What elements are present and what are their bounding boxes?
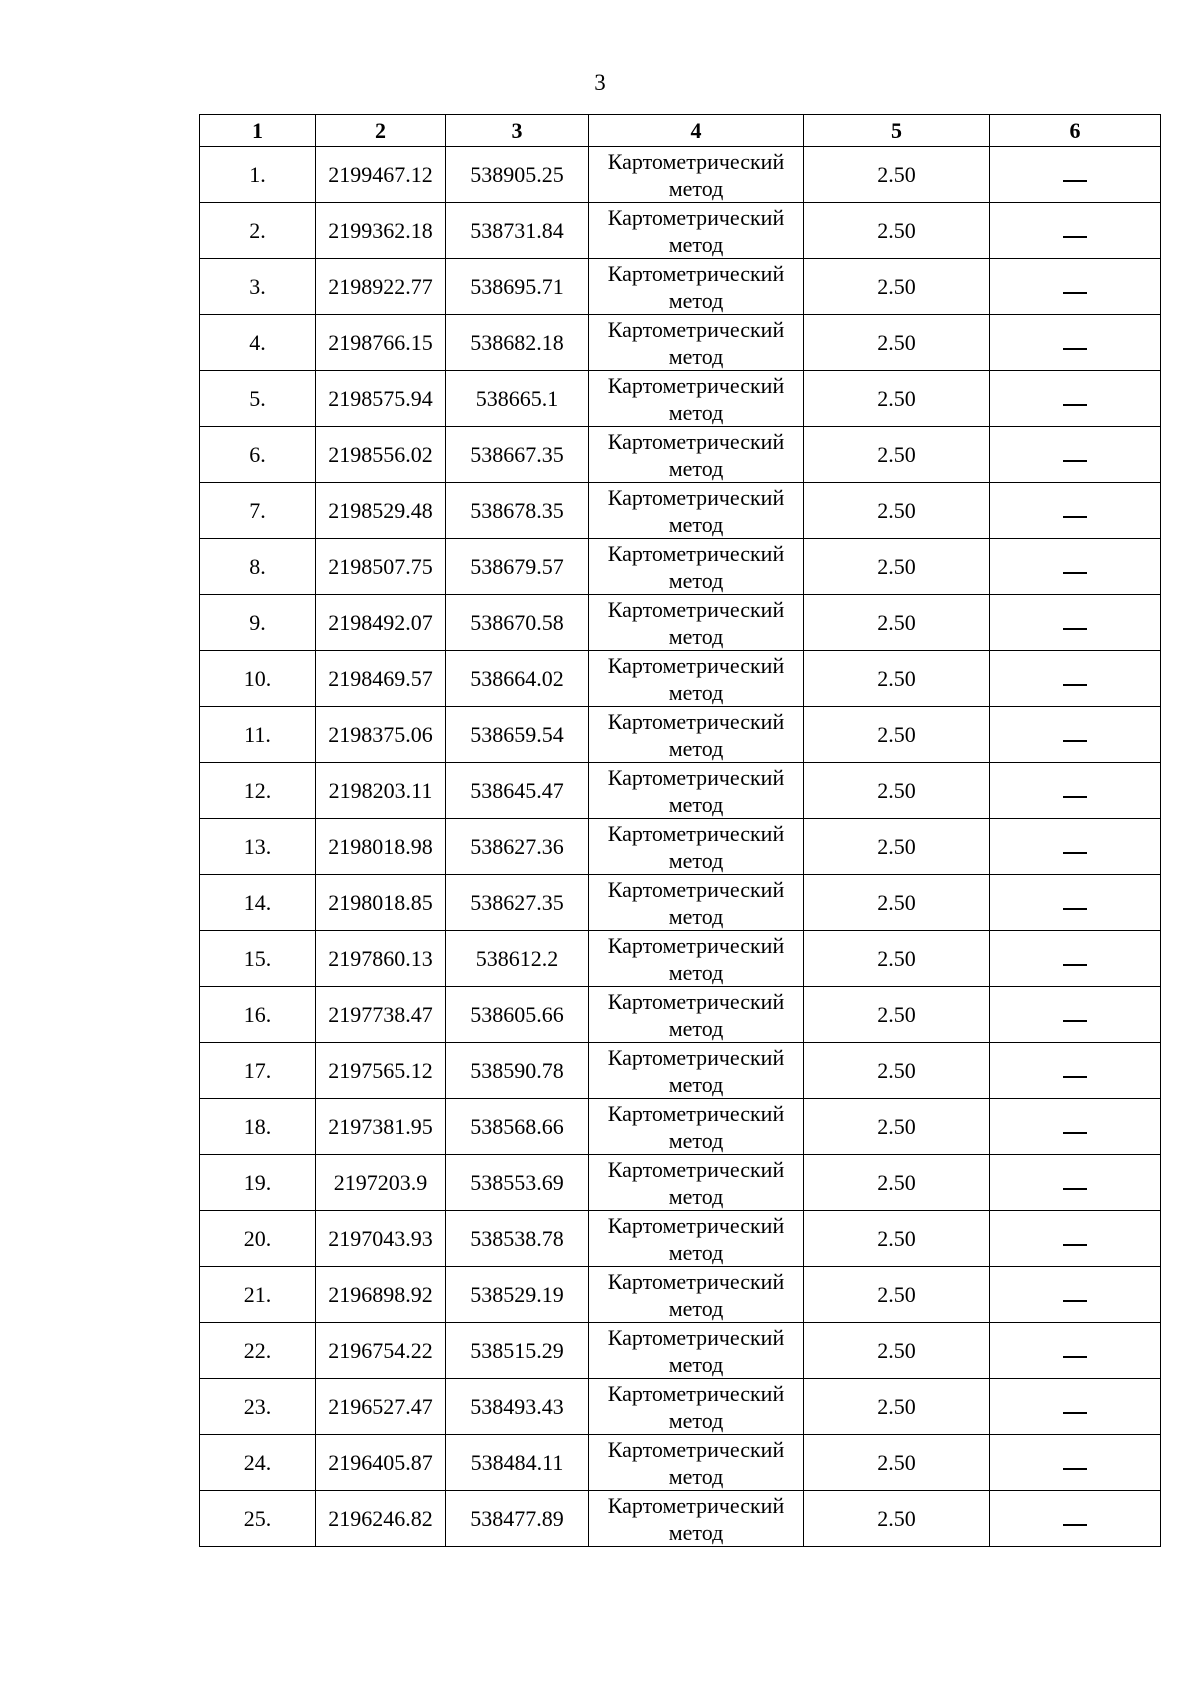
dash-mark xyxy=(1063,1020,1087,1022)
note-cell xyxy=(990,1323,1161,1379)
table-row xyxy=(200,1155,1161,1211)
accuracy-value: 2.50 xyxy=(804,483,990,539)
method-cell xyxy=(589,595,804,651)
point-number: 17. xyxy=(200,1043,316,1099)
method-line-2: метод xyxy=(668,679,724,705)
coordinate-x: 2196898.92 xyxy=(316,1267,446,1323)
coordinate-x: 2196405.87 xyxy=(316,1435,446,1491)
accuracy-value: 2.50 xyxy=(804,1323,990,1379)
point-number: 19. xyxy=(200,1155,316,1211)
method-line-1: Картометрический xyxy=(607,316,785,342)
table-body xyxy=(200,147,1161,1547)
note-cell xyxy=(990,371,1161,427)
note-cell xyxy=(990,1043,1161,1099)
coordinate-y: 538695.71 xyxy=(446,259,589,315)
note-cell xyxy=(990,987,1161,1043)
point-number: 1. xyxy=(200,147,316,203)
method-line-2: метод xyxy=(668,1015,724,1041)
coordinate-x: 2198203.11 xyxy=(316,763,446,819)
coordinate-x: 2198556.02 xyxy=(316,427,446,483)
method-cell xyxy=(589,875,804,931)
point-number: 22. xyxy=(200,1323,316,1379)
method-cell xyxy=(589,483,804,539)
dash-mark xyxy=(1063,1356,1087,1358)
coordinates-table xyxy=(199,114,1161,1547)
method-line-1: Картометрический xyxy=(607,1492,785,1518)
note-cell xyxy=(990,1435,1161,1491)
dash-mark xyxy=(1063,572,1087,574)
coordinate-x: 2198922.77 xyxy=(316,259,446,315)
method-cell xyxy=(589,203,804,259)
point-number: 8. xyxy=(200,539,316,595)
note-cell xyxy=(990,707,1161,763)
method-cell xyxy=(589,1379,804,1435)
note-cell xyxy=(990,483,1161,539)
header-col-1: 1 xyxy=(200,115,316,147)
accuracy-value: 2.50 xyxy=(804,931,990,987)
note-cell xyxy=(990,875,1161,931)
dash-mark xyxy=(1063,740,1087,742)
table-row xyxy=(200,875,1161,931)
accuracy-value: 2.50 xyxy=(804,875,990,931)
method-line-1: Картометрический xyxy=(607,708,785,734)
point-number: 5. xyxy=(200,371,316,427)
coordinate-x: 2197860.13 xyxy=(316,931,446,987)
method-line-2: метод xyxy=(668,959,724,985)
method-cell xyxy=(589,931,804,987)
coordinate-x: 2197738.47 xyxy=(316,987,446,1043)
coordinate-y: 538538.78 xyxy=(446,1211,589,1267)
note-cell xyxy=(990,1267,1161,1323)
accuracy-value: 2.50 xyxy=(804,763,990,819)
point-number: 14. xyxy=(200,875,316,931)
dash-mark xyxy=(1063,1076,1087,1078)
dash-mark xyxy=(1063,796,1087,798)
method-line-1: Картометрический xyxy=(607,1436,785,1462)
method-line-1: Картометрический xyxy=(607,1044,785,1070)
note-cell xyxy=(990,203,1161,259)
table-row xyxy=(200,987,1161,1043)
method-cell xyxy=(589,819,804,875)
coordinate-x: 2197565.12 xyxy=(316,1043,446,1099)
point-number: 15. xyxy=(200,931,316,987)
coordinate-y: 538731.84 xyxy=(446,203,589,259)
accuracy-value: 2.50 xyxy=(804,1435,990,1491)
coordinate-y: 538484.11 xyxy=(446,1435,589,1491)
dash-mark xyxy=(1063,1132,1087,1134)
table-row xyxy=(200,371,1161,427)
table-row xyxy=(200,707,1161,763)
method-cell xyxy=(589,315,804,371)
method-line-2: метод xyxy=(668,231,724,257)
coordinate-x: 2197043.93 xyxy=(316,1211,446,1267)
method-cell xyxy=(589,1435,804,1491)
table-row xyxy=(200,315,1161,371)
point-number: 20. xyxy=(200,1211,316,1267)
accuracy-value: 2.50 xyxy=(804,819,990,875)
table-row xyxy=(200,203,1161,259)
coordinate-x: 2198375.06 xyxy=(316,707,446,763)
point-number: 2. xyxy=(200,203,316,259)
coordinate-x: 2198469.57 xyxy=(316,651,446,707)
method-line-2: метод xyxy=(668,1519,724,1545)
dash-mark xyxy=(1063,404,1087,406)
method-line-1: Картометрический xyxy=(607,1100,785,1126)
method-cell xyxy=(589,539,804,595)
table-row xyxy=(200,1267,1161,1323)
coordinate-x: 2198507.75 xyxy=(316,539,446,595)
point-number: 11. xyxy=(200,707,316,763)
note-cell xyxy=(990,595,1161,651)
table-row xyxy=(200,1323,1161,1379)
note-cell xyxy=(990,147,1161,203)
dash-mark xyxy=(1063,964,1087,966)
method-line-2: метод xyxy=(668,903,724,929)
coordinate-y: 538667.35 xyxy=(446,427,589,483)
dash-mark xyxy=(1063,1468,1087,1470)
method-line-1: Картометрический xyxy=(607,1324,785,1350)
method-line-1: Картометрический xyxy=(607,820,785,846)
method-cell xyxy=(589,427,804,483)
method-cell xyxy=(589,1491,804,1547)
coordinate-x: 2198766.15 xyxy=(316,315,446,371)
note-cell xyxy=(990,1379,1161,1435)
coordinate-y: 538659.54 xyxy=(446,707,589,763)
dash-mark xyxy=(1063,1524,1087,1526)
coordinate-y: 538670.58 xyxy=(446,595,589,651)
method-cell xyxy=(589,147,804,203)
method-cell xyxy=(589,1043,804,1099)
dash-mark xyxy=(1063,684,1087,686)
coordinate-x: 2198575.94 xyxy=(316,371,446,427)
method-line-1: Картометрический xyxy=(607,1380,785,1406)
accuracy-value: 2.50 xyxy=(804,1099,990,1155)
point-number: 25. xyxy=(200,1491,316,1547)
note-cell xyxy=(990,819,1161,875)
accuracy-value: 2.50 xyxy=(804,147,990,203)
coordinate-y: 538664.02 xyxy=(446,651,589,707)
method-line-1: Картометрический xyxy=(607,204,785,230)
table-row xyxy=(200,931,1161,987)
method-line-1: Картометрический xyxy=(607,1268,785,1294)
dash-mark xyxy=(1063,460,1087,462)
coordinate-y: 538605.66 xyxy=(446,987,589,1043)
method-cell xyxy=(589,651,804,707)
method-line-1: Картометрический xyxy=(607,148,785,174)
method-line-1: Картометрический xyxy=(607,988,785,1014)
note-cell xyxy=(990,651,1161,707)
method-line-1: Картометрический xyxy=(607,1156,785,1182)
method-line-2: метод xyxy=(668,1071,724,1097)
point-number: 16. xyxy=(200,987,316,1043)
table-row xyxy=(200,651,1161,707)
method-line-2: метод xyxy=(668,287,724,313)
dash-mark xyxy=(1063,1412,1087,1414)
table-row xyxy=(200,1043,1161,1099)
coordinate-x: 2198018.85 xyxy=(316,875,446,931)
method-line-2: метод xyxy=(668,791,724,817)
method-line-2: метод xyxy=(668,735,724,761)
method-cell xyxy=(589,1099,804,1155)
accuracy-value: 2.50 xyxy=(804,1267,990,1323)
dash-mark xyxy=(1063,236,1087,238)
table-row xyxy=(200,539,1161,595)
coordinate-y: 538515.29 xyxy=(446,1323,589,1379)
note-cell xyxy=(990,427,1161,483)
accuracy-value: 2.50 xyxy=(804,1155,990,1211)
point-number: 9. xyxy=(200,595,316,651)
method-line-2: метод xyxy=(668,1127,724,1153)
note-cell xyxy=(990,1155,1161,1211)
method-line-2: метод xyxy=(668,1407,724,1433)
coordinate-y: 538627.35 xyxy=(446,875,589,931)
method-cell xyxy=(589,1267,804,1323)
method-cell xyxy=(589,987,804,1043)
accuracy-value: 2.50 xyxy=(804,259,990,315)
table-row xyxy=(200,819,1161,875)
accuracy-value: 2.50 xyxy=(804,371,990,427)
note-cell xyxy=(990,259,1161,315)
table-row xyxy=(200,1379,1161,1435)
method-line-2: метод xyxy=(668,175,724,201)
point-number: 6. xyxy=(200,427,316,483)
method-cell xyxy=(589,259,804,315)
method-line-2: метод xyxy=(668,567,724,593)
method-line-2: метод xyxy=(668,399,724,425)
table-row xyxy=(200,259,1161,315)
accuracy-value: 2.50 xyxy=(804,1379,990,1435)
table-row xyxy=(200,147,1161,203)
accuracy-value: 2.50 xyxy=(804,315,990,371)
point-number: 10. xyxy=(200,651,316,707)
method-cell xyxy=(589,1323,804,1379)
coordinate-y: 538682.18 xyxy=(446,315,589,371)
dash-mark xyxy=(1063,348,1087,350)
accuracy-value: 2.50 xyxy=(804,539,990,595)
coordinate-x: 2198018.98 xyxy=(316,819,446,875)
coordinate-y: 538905.25 xyxy=(446,147,589,203)
accuracy-value: 2.50 xyxy=(804,1211,990,1267)
point-number: 3. xyxy=(200,259,316,315)
page-number: 3 xyxy=(594,70,606,95)
coordinate-x: 2197203.9 xyxy=(316,1155,446,1211)
table-row xyxy=(200,595,1161,651)
dash-mark xyxy=(1063,180,1087,182)
note-cell xyxy=(990,315,1161,371)
note-cell xyxy=(990,1491,1161,1547)
method-cell xyxy=(589,1211,804,1267)
point-number: 24. xyxy=(200,1435,316,1491)
note-cell xyxy=(990,763,1161,819)
point-number: 21. xyxy=(200,1267,316,1323)
method-line-1: Картометрический xyxy=(607,1212,785,1238)
dash-mark xyxy=(1063,516,1087,518)
accuracy-value: 2.50 xyxy=(804,595,990,651)
method-cell xyxy=(589,371,804,427)
coordinate-y: 538645.47 xyxy=(446,763,589,819)
point-number: 4. xyxy=(200,315,316,371)
method-line-1: Картометрический xyxy=(607,652,785,678)
method-cell xyxy=(589,763,804,819)
coordinate-y: 538590.78 xyxy=(446,1043,589,1099)
method-line-2: метод xyxy=(668,1295,724,1321)
method-cell xyxy=(589,1155,804,1211)
method-line-1: Картометрический xyxy=(607,260,785,286)
coordinate-y: 538612.2 xyxy=(446,931,589,987)
point-number: 7. xyxy=(200,483,316,539)
accuracy-value: 2.50 xyxy=(804,427,990,483)
coordinate-x: 2199467.12 xyxy=(316,147,446,203)
point-number: 23. xyxy=(200,1379,316,1435)
dash-mark xyxy=(1063,1188,1087,1190)
method-line-2: метод xyxy=(668,1183,724,1209)
table-row xyxy=(200,427,1161,483)
coordinate-x: 2198492.07 xyxy=(316,595,446,651)
header-col-6: 6 xyxy=(990,115,1161,147)
accuracy-value: 2.50 xyxy=(804,1491,990,1547)
method-line-1: Картометрический xyxy=(607,876,785,902)
method-line-2: метод xyxy=(668,511,724,537)
accuracy-value: 2.50 xyxy=(804,707,990,763)
method-line-1: Картометрический xyxy=(607,540,785,566)
coordinate-x: 2196527.47 xyxy=(316,1379,446,1435)
coordinate-x: 2199362.18 xyxy=(316,203,446,259)
dash-mark xyxy=(1063,852,1087,854)
coordinate-x: 2196754.22 xyxy=(316,1323,446,1379)
method-line-1: Картометрический xyxy=(607,428,785,454)
method-line-1: Картометрический xyxy=(607,484,785,510)
table-row xyxy=(200,1435,1161,1491)
note-cell xyxy=(990,1099,1161,1155)
accuracy-value: 2.50 xyxy=(804,987,990,1043)
coordinate-y: 538493.43 xyxy=(446,1379,589,1435)
method-line-2: метод xyxy=(668,623,724,649)
table-row xyxy=(200,1211,1161,1267)
point-number: 18. xyxy=(200,1099,316,1155)
method-line-1: Картометрический xyxy=(607,372,785,398)
header-col-5: 5 xyxy=(804,115,990,147)
coordinate-y: 538665.1 xyxy=(446,371,589,427)
method-line-1: Картометрический xyxy=(607,596,785,622)
note-cell xyxy=(990,1211,1161,1267)
coordinate-x: 2197381.95 xyxy=(316,1099,446,1155)
coordinate-x: 2196246.82 xyxy=(316,1491,446,1547)
method-cell xyxy=(589,707,804,763)
table-header-row xyxy=(200,115,1161,147)
note-cell xyxy=(990,539,1161,595)
method-line-2: метод xyxy=(668,343,724,369)
coordinate-y: 538529.19 xyxy=(446,1267,589,1323)
coordinate-y: 538627.36 xyxy=(446,819,589,875)
dash-mark xyxy=(1063,628,1087,630)
method-line-2: метод xyxy=(668,455,724,481)
table-row xyxy=(200,1099,1161,1155)
method-line-2: метод xyxy=(668,1463,724,1489)
header-col-4: 4 xyxy=(589,115,804,147)
dash-mark xyxy=(1063,908,1087,910)
method-line-2: метод xyxy=(668,847,724,873)
method-line-2: метод xyxy=(668,1351,724,1377)
coordinate-y: 538679.57 xyxy=(446,539,589,595)
accuracy-value: 2.50 xyxy=(804,1043,990,1099)
method-line-2: метод xyxy=(668,1239,724,1265)
point-number: 12. xyxy=(200,763,316,819)
coordinate-y: 538477.89 xyxy=(446,1491,589,1547)
dash-mark xyxy=(1063,1300,1087,1302)
dash-mark xyxy=(1063,292,1087,294)
header-col-3: 3 xyxy=(446,115,589,147)
table-row xyxy=(200,483,1161,539)
header-col-2: 2 xyxy=(316,115,446,147)
dash-mark xyxy=(1063,1244,1087,1246)
coordinate-y: 538553.69 xyxy=(446,1155,589,1211)
accuracy-value: 2.50 xyxy=(804,203,990,259)
note-cell xyxy=(990,931,1161,987)
method-line-1: Картометрический xyxy=(607,764,785,790)
table-row xyxy=(200,763,1161,819)
method-line-1: Картометрический xyxy=(607,932,785,958)
point-number: 13. xyxy=(200,819,316,875)
table-row xyxy=(200,1491,1161,1547)
accuracy-value: 2.50 xyxy=(804,651,990,707)
coordinate-x: 2198529.48 xyxy=(316,483,446,539)
coordinate-y: 538678.35 xyxy=(446,483,589,539)
coordinate-y: 538568.66 xyxy=(446,1099,589,1155)
